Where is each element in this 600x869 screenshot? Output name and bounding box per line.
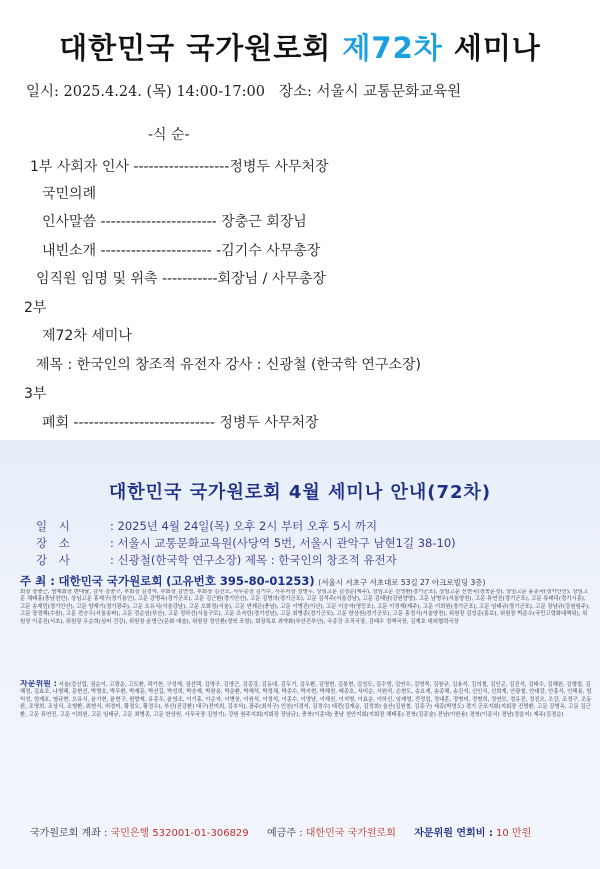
program-title <box>0 26 600 67</box>
program-line: 2부 <box>24 300 47 316</box>
flyer-speaker-row <box>36 552 397 568</box>
account-line <box>30 824 531 839</box>
advisors-list: 회장 장충근, 명예회장 변대날, 감사 강충구, 부회장 김경자, 부회장 김연영, 부회장 김진모, 사무총장 김기수, 사무처장 정병두, 상임고문 김경순(제주), 상임고문 진영환(경기군포), 상임고문 신현국(경북문경), 상임고문 홍종국(경기안산), 상임고문 채태홍(충남천안), 상임고문 홍재구(경기용인), 고문 강병옥(경기군포), 고문 김근환(경기안산), 고문 김병의(경기군포), 고문 김석주(서울강남), 고문 김태남(강원양양), 고문 남병우(서울양천), 고문 류연진(경기군포), 고문 류태덕(경기시흥), 고문 송재민(경기안산), 고문 양재기(경기광주), 고문 오유식(서울강남), 고문 오화정(서울), 고문 연제은(충남), 고문 이병진(익산), 고문 이승자(영등포), 고문 이정재(제주), 고문 이희원(경기군포), 고문 임태규(경기군포), 고문 장남규(강원원주), 고문 장경재(수원), 고문 전승우(서울송파), 고문 정순임(부산), 고문 정하선(서울구로), 고문 조숙란(경기성남), 고문 최병종(경기군포), 고문 한상원(경기군포), 고문 홍정식(서울양천), 위원장 김성준(홍보), 위원장 박준수(국민고령화대책위), 위원장 이종진(서초), 위원장 우순희(심버 건강), 위원장 윤명근(문화 예술), 위원장 정인환(경북 포항), 회장특보 최약화(부산진부산), 국종강 조직국장, 김태수 정책국장, 김재호 대외협력국장 <box>20 589 590 625</box>
members-text: 서울(강신업, 권순이, 고광운, 고도환, 곽기헌, 구성재, 권선택, 김명구, 김영근, 김종강, 김동대, 김두기, 김두환, 김명현, 김봉현, 김성모, 김수영, 김연수, 김영묵, 김창규, 김용석, 김의철, 김인곤, 김진석, 김태수, 김해원, 김행철, 김혜정, 김효조, 나명혜, 문현선, 박명호, 박무환, 박재문, 박선길, 박성희, 박승재, 박왕용, 박운환, 박재석, 박정채, 박종수, 박지현, 박해천, 배종호, 서미순, 서원석, 손현도, 송요재, 송종해, 송진석, 신인식, 신희계, 안광철, 안대강, 안흥식, 안해용, 엄익성, 엄재호, 염규현, 오유식, 윤기현, 윤현구, 원향재, 유종우, 윤영조, 이기홍, 이순자, 이병웅, 이원석, 이정석, 이종수, 이영남, 이재천, 이지명, 이효운, 이하신, 임재영, 전정섭, 정대훈, 정병미, 정병희, 정연모, 정유진, 정진오, 조강, 조경구, 조동완, 조명희, 조상식, 조형환, 최현식, 허경미, 황경오, 황정우), 부산(진강환) 대구(전미희, 김추석), 광주(최석구) 인천(이경석, 김정수) 대전(김재운, 김정희) 울산(김원철, 김종구) 세종(박영도) 경기 군포지회(지회장 진명환, 고문 강병옥, 고문 김근환, 고문 류연진, 고문 이희원, 고문 임태규, 고문 최병종, 고문 한상원, 사무국장 김영기), 강원 원주지회(지회장 장남규), 충북(이종대) 충남 천안지회(지회장 채태홍) 전북(김종술) 전남(이한용) 경북(이종식) 경남(정을지) 제주(김경순) <box>20 682 592 718</box>
flyer-title: 대한민국 국가원로회 4월 세미나 안내(72차) <box>108 482 492 503</box>
fee-value: 10 만원 <box>496 828 532 839</box>
flyer-row-value: : 신광철(한국학 연구소장) 제목 : 한국인의 창조적 유전자 <box>110 553 397 567</box>
account-label: 국가원로회 계좌 : <box>30 828 108 839</box>
host-address: (서울시 서초구 서초대로 53길 27 아크로빌딩 3층) <box>318 578 486 587</box>
date-text: 일시: 2025.4.24. (목) 14:00-17:00 <box>26 84 265 100</box>
program-line: 폐회 ---------------------------- 정병두 사무처장 <box>42 415 319 431</box>
title-suffix: 세미나 <box>442 31 541 65</box>
flyer-row-value: : 2025년 4월 24일(목) 오후 2시 부터 오후 5시 까지 <box>110 519 378 533</box>
flyer-row-label: 장 소 <box>36 536 74 550</box>
account-bank: 국민은행 532001-01-306829 <box>110 828 249 839</box>
order-heading: -식 순- <box>148 127 190 143</box>
venue-text: 장소: 서울시 교통문화교육원 <box>278 84 462 100</box>
program-line: 1부 사회자 인사 -------------------정병두 사무처장 <box>30 159 329 175</box>
title-highlight: 제72차 <box>342 31 443 65</box>
date-venue-line <box>26 80 461 101</box>
program-line: 3부 <box>24 386 47 402</box>
members-list <box>20 680 592 812</box>
flyer-row-value: : 서울시 교통문화교육원(사당역 5번, 서울시 관악구 남현1길 38-10) <box>110 536 456 550</box>
title-prefix: 대한민국 국가원로회 <box>59 31 343 65</box>
program-line: 국민의례 <box>42 186 97 202</box>
program-line: 인사말씀 ----------------------- 장충근 회장님 <box>42 214 307 230</box>
host-line <box>20 573 485 589</box>
program-line: 임직원 임명 및 위촉 -----------회장님 / 사무총장 <box>36 271 326 287</box>
flyer-row-label: 일 시 <box>36 519 74 533</box>
host-name: 대한민국 국가원로회 <box>58 574 163 588</box>
program-line: 제72차 세미나 <box>42 328 132 344</box>
flyer-venue-row <box>36 535 456 551</box>
account-holder: 대한민국 국가원로회 <box>305 828 396 839</box>
host-reg: (고유번호 395-80-01253) <box>166 574 315 588</box>
flyer-row-label: 강 사 <box>36 553 74 567</box>
program-line: 내빈소개 ---------------------- -김기수 사무총장 <box>42 243 321 259</box>
holder-label: 예금주 : <box>267 828 303 839</box>
flyer-date-row <box>36 518 377 534</box>
fee-label: 자문위원 연회비 : <box>414 828 493 839</box>
host-label: 주 최 : <box>20 574 55 588</box>
seminar-flyer <box>0 440 600 869</box>
members-heading: 자문위원 : <box>20 680 57 688</box>
program-line: 제목 : 한국인의 창조적 유전자 강사 : 신광철 (한국학 연구소장) <box>36 357 421 373</box>
